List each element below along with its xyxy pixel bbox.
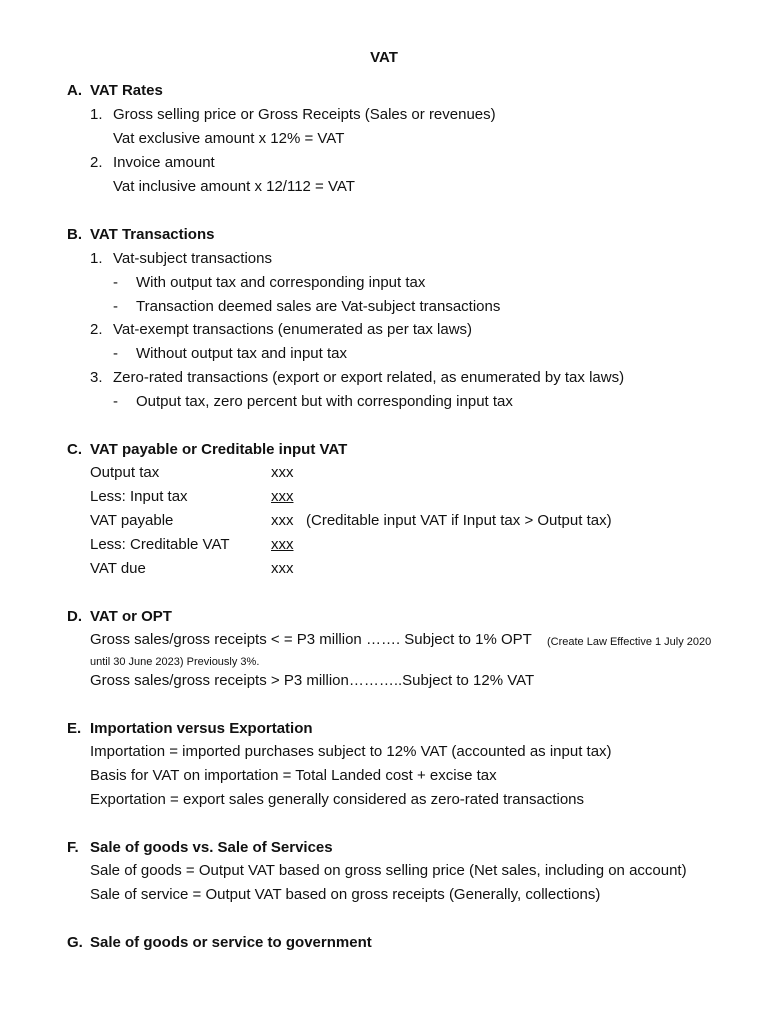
computation-value: xxx (271, 536, 294, 553)
computation-note: (Creditable input VAT if Input tax > Output tax) (306, 512, 612, 529)
section-a-letter: A. (67, 82, 82, 99)
section-e-line1: Importation = imported purchases subject to 12% VAT (accounted as input tax) (90, 743, 612, 760)
section-b-item3: Zero-rated transactions (export or export related, as enumerated by tax laws) (113, 369, 625, 386)
section-b-item3-num: 3. (90, 369, 103, 386)
bullet-dash: - (113, 393, 118, 410)
section-a-item1-formula: Vat exclusive amount x 12% = VAT (113, 130, 345, 147)
section-d-line1-note: (Create Law Effective 1 July 2020 (547, 636, 712, 648)
section-d-letter: D. (67, 608, 82, 625)
bullet-dash: - (113, 274, 118, 291)
section-a-item2: Invoice amount (113, 154, 215, 171)
section-d-line1-note-cont: until 30 June 2023) Previously 3%. (90, 656, 260, 668)
computation-label: Output tax (90, 464, 160, 481)
section-b-item1-num: 1. (90, 250, 103, 267)
section-b-item2-num: 2. (90, 321, 103, 338)
section-f-letter: F. (67, 839, 79, 856)
section-e-line3: Exportation = export sales generally considered as zero-rated transactions (90, 791, 585, 808)
section-a-heading: VAT Rates (90, 82, 163, 99)
bullet-dash: - (113, 345, 118, 362)
section-e-line2: Basis for VAT on importation = Total Landed cost + excise tax (90, 767, 497, 784)
section-a-item1: Gross selling price or Gross Receipts (Sales or revenues) (113, 106, 496, 123)
computation-label: VAT due (90, 560, 146, 577)
section-f-line1: Sale of goods = Output VAT based on gross selling price (Net sales, including on account) (90, 862, 687, 879)
section-g-letter: G. (67, 934, 83, 951)
section-b-item1-bullet1: With output tax and corresponding input tax (136, 274, 426, 291)
section-c-heading: VAT payable or Creditable input VAT (90, 441, 348, 458)
section-b-heading: VAT Transactions (90, 226, 215, 243)
computation-value: xxx (271, 488, 294, 505)
computation-label: VAT payable (90, 512, 174, 529)
section-g-heading: Sale of goods or service to government (90, 934, 372, 951)
computation-value: xxx (271, 560, 294, 577)
page-title: VAT (370, 49, 398, 66)
computation-value: xxx (271, 464, 294, 481)
section-b-item1: Vat-subject transactions (113, 250, 272, 267)
section-e-heading: Importation versus Exportation (90, 720, 313, 737)
section-d-line2: Gross sales/gross receipts > P3 million………..Subject to 12% VAT (90, 672, 535, 689)
section-d-line1: Gross sales/gross receipts < = P3 million ……. Subject to 1% OPT (90, 631, 532, 648)
section-b-letter: B. (67, 226, 82, 243)
section-f-heading: Sale of goods vs. Sale of Services (90, 839, 333, 856)
section-b-item1-bullet2: Transaction deemed sales are Vat-subject transactions (136, 298, 501, 315)
section-e-letter: E. (67, 720, 82, 737)
section-a-item1-num: 1. (90, 106, 103, 123)
bullet-dash: - (113, 298, 118, 315)
section-f-line2: Sale of service = Output VAT based on gross receipts (Generally, collections) (90, 886, 601, 903)
computation-value: xxx (271, 512, 294, 529)
section-c-letter: C. (67, 441, 82, 458)
section-a-item2-num: 2. (90, 154, 103, 171)
section-b-item3-bullet1: Output tax, zero percent but with corresponding input tax (136, 393, 513, 410)
section-d-heading: VAT or OPT (90, 608, 172, 625)
section-b-item2: Vat-exempt transactions (enumerated as per tax laws) (113, 321, 473, 338)
section-b-item2-bullet1: Without output tax and input tax (136, 345, 347, 362)
section-a-item2-formula: Vat inclusive amount x 12/112 = VAT (113, 178, 355, 195)
computation-label: Less: Creditable VAT (90, 536, 230, 553)
computation-label: Less: Input tax (90, 488, 188, 505)
